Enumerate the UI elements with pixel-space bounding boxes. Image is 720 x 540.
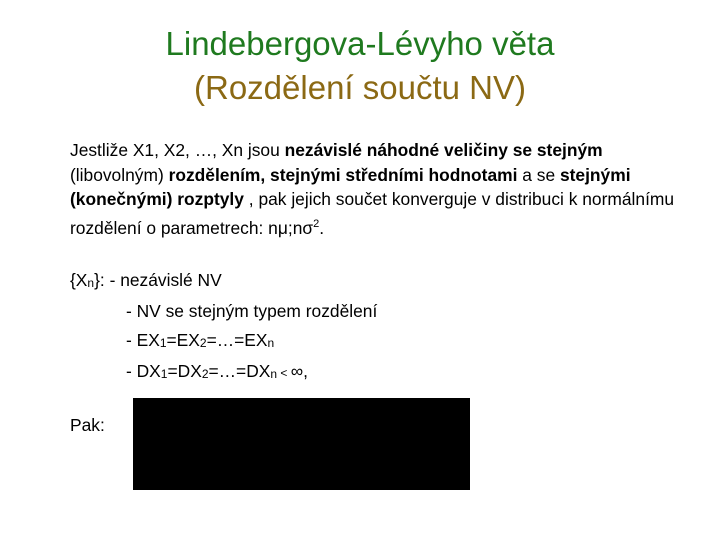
pak-label: Pak: xyxy=(70,415,105,435)
condition-line-2: - NV se stejným typem rozdělení xyxy=(126,301,378,321)
cond4-c: =…=DX xyxy=(208,361,271,381)
para-end: . xyxy=(319,217,325,238)
conditions-list xyxy=(70,266,377,388)
cond4-less-than: < xyxy=(277,366,291,380)
cond3-a: - EX xyxy=(126,330,160,350)
formula-image-placeholder xyxy=(133,398,470,490)
cond4-s1: 1 xyxy=(160,367,168,381)
title-line-1: Lindebergova-Lévyho věta xyxy=(165,25,555,62)
cond4-infinity: ∞, xyxy=(290,361,308,381)
cond1-prefix: {X xyxy=(70,270,88,290)
cond1-suffix: }: - nezávislé NV xyxy=(94,270,222,290)
cond4-s2: 2 xyxy=(201,367,209,381)
condition-line-1 xyxy=(70,266,377,297)
para-bold-1: nezávislé náhodné veličiny se stejným xyxy=(284,140,603,160)
para-bold-2: rozdělením, stejnými středními hodnotami xyxy=(168,164,518,185)
cond4-a: - DX xyxy=(126,361,161,381)
para-text-2: (libovolným) xyxy=(70,164,169,185)
cond3-c: =…=EX xyxy=(206,330,268,350)
cond3-b: =EX xyxy=(166,330,200,350)
cond4-s3: n xyxy=(270,367,278,381)
cond3-s1: 1 xyxy=(159,336,167,350)
title-line-2: (Rozdělení součtu NV) xyxy=(194,69,526,106)
condition-line-4 xyxy=(70,357,377,388)
theorem-paragraph xyxy=(70,138,680,240)
cond3-s2: 2 xyxy=(199,336,207,350)
condition-line-3 xyxy=(70,326,377,357)
para-text-3: a se xyxy=(517,164,560,185)
cond3-s3: n xyxy=(267,336,275,350)
cond4-b: =DX xyxy=(167,361,202,381)
para-sup: 2 xyxy=(313,217,320,230)
para-text-4: , pak jejich součet konverguje v distribuci k normálnímu rozdělení o parametrech: nμ;nσ xyxy=(70,189,675,238)
para-bold-3: stejnými (konečnými) rozptyly xyxy=(70,164,631,209)
para-text-1: Jestliže X1, X2, …, Xn jsou xyxy=(70,140,285,160)
slide-title xyxy=(0,22,720,110)
cond1-sub: n xyxy=(87,276,95,290)
